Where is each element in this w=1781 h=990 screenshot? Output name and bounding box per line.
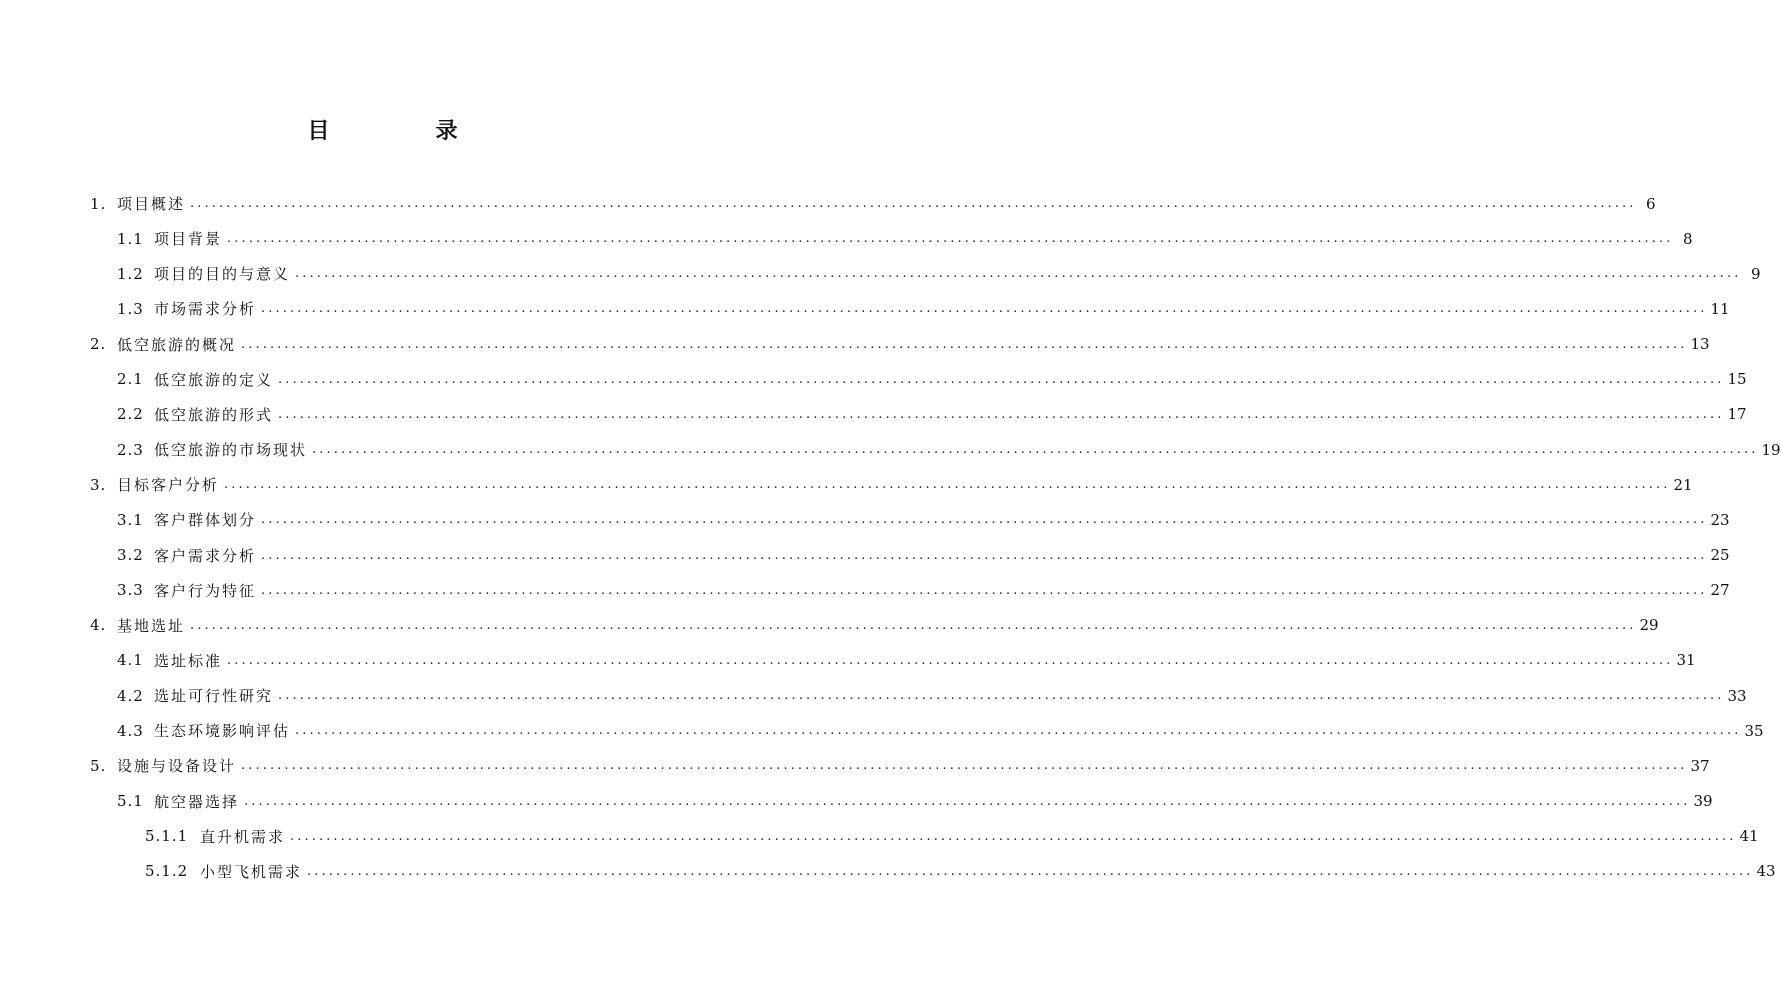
toc-entry-page-number: 9 [1750, 264, 1761, 283]
toc-entry-label: 客户需求分析 [154, 546, 257, 565]
toc-leader-dots: ........................................................................................................................................................................................................ [261, 582, 1708, 598]
toc-entry-page-number: 35 [1744, 721, 1764, 740]
toc-entry[interactable] [117, 502, 1730, 537]
toc-entry-number: 3.3 [117, 581, 144, 600]
toc-entry-number: 3.1 [117, 510, 144, 529]
toc-entry[interactable] [145, 854, 1776, 889]
toc-entry-label: 目标客户分析 [117, 476, 220, 495]
toc-entry-number: 1.3 [117, 299, 144, 318]
toc-leader-dots: ........................................................................................................................................................................................................ [224, 477, 1671, 493]
toc-entry-number: 2.3 [117, 440, 144, 459]
toc-entry-page-number: 19 [1761, 440, 1781, 459]
toc-entry-page-number: 15 [1727, 370, 1747, 389]
toc-entry[interactable] [117, 397, 1747, 432]
toc-leader-dots: ........................................................................................................................................................................................................ [227, 231, 1674, 247]
toc-entry[interactable] [117, 291, 1730, 326]
toc-entry[interactable] [117, 362, 1747, 397]
toc-entry-label: 低空旅游的定义 [154, 370, 274, 389]
toc-entry-page-number: 31 [1676, 651, 1696, 670]
toc-leader-dots: ........................................................................................................................................................................................................ [278, 688, 1725, 704]
toc-entry-page-number: 33 [1727, 686, 1747, 705]
toc-entry-number: 1.1 [117, 229, 144, 248]
toc-entry[interactable] [117, 784, 1713, 819]
toc-entry-number: 3.2 [117, 546, 144, 564]
toc-leader-dots: ........................................................................................................................................................................................................ [261, 547, 1708, 563]
toc-entry[interactable] [117, 573, 1730, 608]
toc-entry-number: 1.2 [117, 264, 144, 283]
toc-entry-page-number: 41 [1739, 827, 1759, 846]
toc-entry[interactable] [90, 186, 1656, 221]
toc-entry-label: 客户行为特征 [154, 581, 257, 600]
toc-entry-number: 4. [90, 616, 107, 635]
toc-entry[interactable] [117, 221, 1693, 256]
toc-entry-page-number: 43 [1756, 862, 1776, 881]
toc-entry-number: 1. [90, 194, 107, 213]
toc-entry-page-number: 21 [1673, 475, 1693, 494]
toc-entry-number: 2.1 [117, 370, 144, 389]
toc-leader-dots: ........................................................................................................................................................................................................ [295, 266, 1742, 282]
toc-entry-number: 4.3 [117, 721, 144, 740]
toc-entry-label: 市场需求分析 [154, 300, 257, 319]
toc-entry-number: 4.2 [117, 686, 144, 705]
toc-leader-dots: ........................................................................................................................................................................................................ [227, 652, 1674, 668]
toc-leader-dots: ........................................................................................................................................................................................................ [241, 336, 1688, 352]
toc-leader-dots: ........................................................................................................................................................................................................ [190, 196, 1637, 211]
toc-entry-label: 小型飞机需求 [200, 862, 303, 881]
toc-entry[interactable] [117, 538, 1730, 573]
toc-entry-page-number: 37 [1690, 756, 1710, 775]
toc-entry-number: 5. [90, 756, 107, 775]
toc-leader-dots: ........................................................................................................................................................................................................ [241, 758, 1688, 774]
toc-entry[interactable] [90, 608, 1659, 643]
toc-entry-label: 直升机需求 [200, 827, 286, 846]
toc-leader-dots: ........................................................................................................................................................................................................ [244, 793, 1691, 809]
toc-entry-label: 航空器选择 [154, 792, 240, 811]
toc-entry[interactable] [90, 327, 1710, 362]
toc-leader-dots: ........................................................................................................................................................................................................ [290, 828, 1737, 844]
toc-entry[interactable] [90, 467, 1693, 502]
toc-entry-label: 低空旅游的概况 [117, 335, 237, 354]
toc-entry-number: 2. [90, 335, 107, 354]
toc-leader-dots: ........................................................................................................................................................................................................ [278, 371, 1725, 387]
toc-entry-page-number: 6 [1645, 194, 1656, 213]
toc-entry-page-number: 27 [1710, 581, 1730, 600]
toc-entry[interactable] [117, 678, 1747, 713]
toc-entry-label: 选址标准 [154, 651, 223, 670]
toc-entry-label: 项目的目的与意义 [154, 265, 291, 284]
toc-entry[interactable] [117, 713, 1764, 748]
toc-leader-dots: ........................................................................................................................................................................................................ [278, 406, 1725, 422]
toc-entry-label: 项目概述 [117, 195, 186, 213]
toc-entry-label: 客户群体划分 [154, 511, 257, 530]
toc-entry-page-number: 8 [1682, 229, 1693, 248]
toc-entry[interactable] [117, 643, 1696, 678]
toc-entry[interactable] [90, 748, 1710, 783]
toc-entry-label: 项目背景 [154, 230, 223, 249]
toc-entry-label: 生态环境影响评估 [154, 722, 291, 741]
toc-leader-dots: ........................................................................................................................................................................................................ [261, 301, 1708, 317]
toc-entry-label: 选址可行性研究 [154, 687, 274, 706]
toc-entry-page-number: 11 [1710, 299, 1730, 318]
toc-entry[interactable] [117, 256, 1761, 291]
toc-entry-label: 低空旅游的形式 [154, 405, 274, 424]
toc-entry-label: 基地选址 [117, 616, 186, 635]
toc-leader-dots: ........................................................................................................................................................................................................ [295, 723, 1742, 739]
toc-leader-dots: ........................................................................................................................................................................................................ [190, 617, 1637, 633]
toc-entry-page-number: 25 [1710, 546, 1730, 564]
toc-leader-dots: ........................................................................................................................................................................................................ [261, 512, 1708, 528]
toc-entry-number: 5.1 [117, 792, 144, 811]
toc-entry-page-number: 29 [1639, 616, 1659, 635]
toc-entry-page-number: 39 [1693, 792, 1713, 811]
toc-entry-number: 3. [90, 475, 107, 494]
toc-entry-number: 5.1.1 [145, 827, 189, 846]
toc-entry-label: 低空旅游的市场现状 [154, 441, 308, 460]
toc-entry[interactable] [117, 432, 1781, 467]
toc-leader-dots: ........................................................................................................................................................................................................ [307, 863, 1754, 879]
toc-entry-number: 4.1 [117, 651, 144, 670]
toc-entry-label: 设施与设备设计 [117, 757, 237, 776]
toc-entry-number: 5.1.2 [145, 862, 189, 881]
toc-entry-page-number: 17 [1727, 405, 1747, 424]
toc-entry-page-number: 13 [1690, 335, 1710, 354]
toc-entry-page-number: 23 [1710, 510, 1730, 529]
toc-title: 目 录 [307, 119, 500, 144]
toc-entry-number: 2.2 [117, 405, 144, 424]
toc-entry[interactable] [145, 819, 1759, 854]
toc-leader-dots: ........................................................................................................................................................................................................ [312, 442, 1759, 458]
